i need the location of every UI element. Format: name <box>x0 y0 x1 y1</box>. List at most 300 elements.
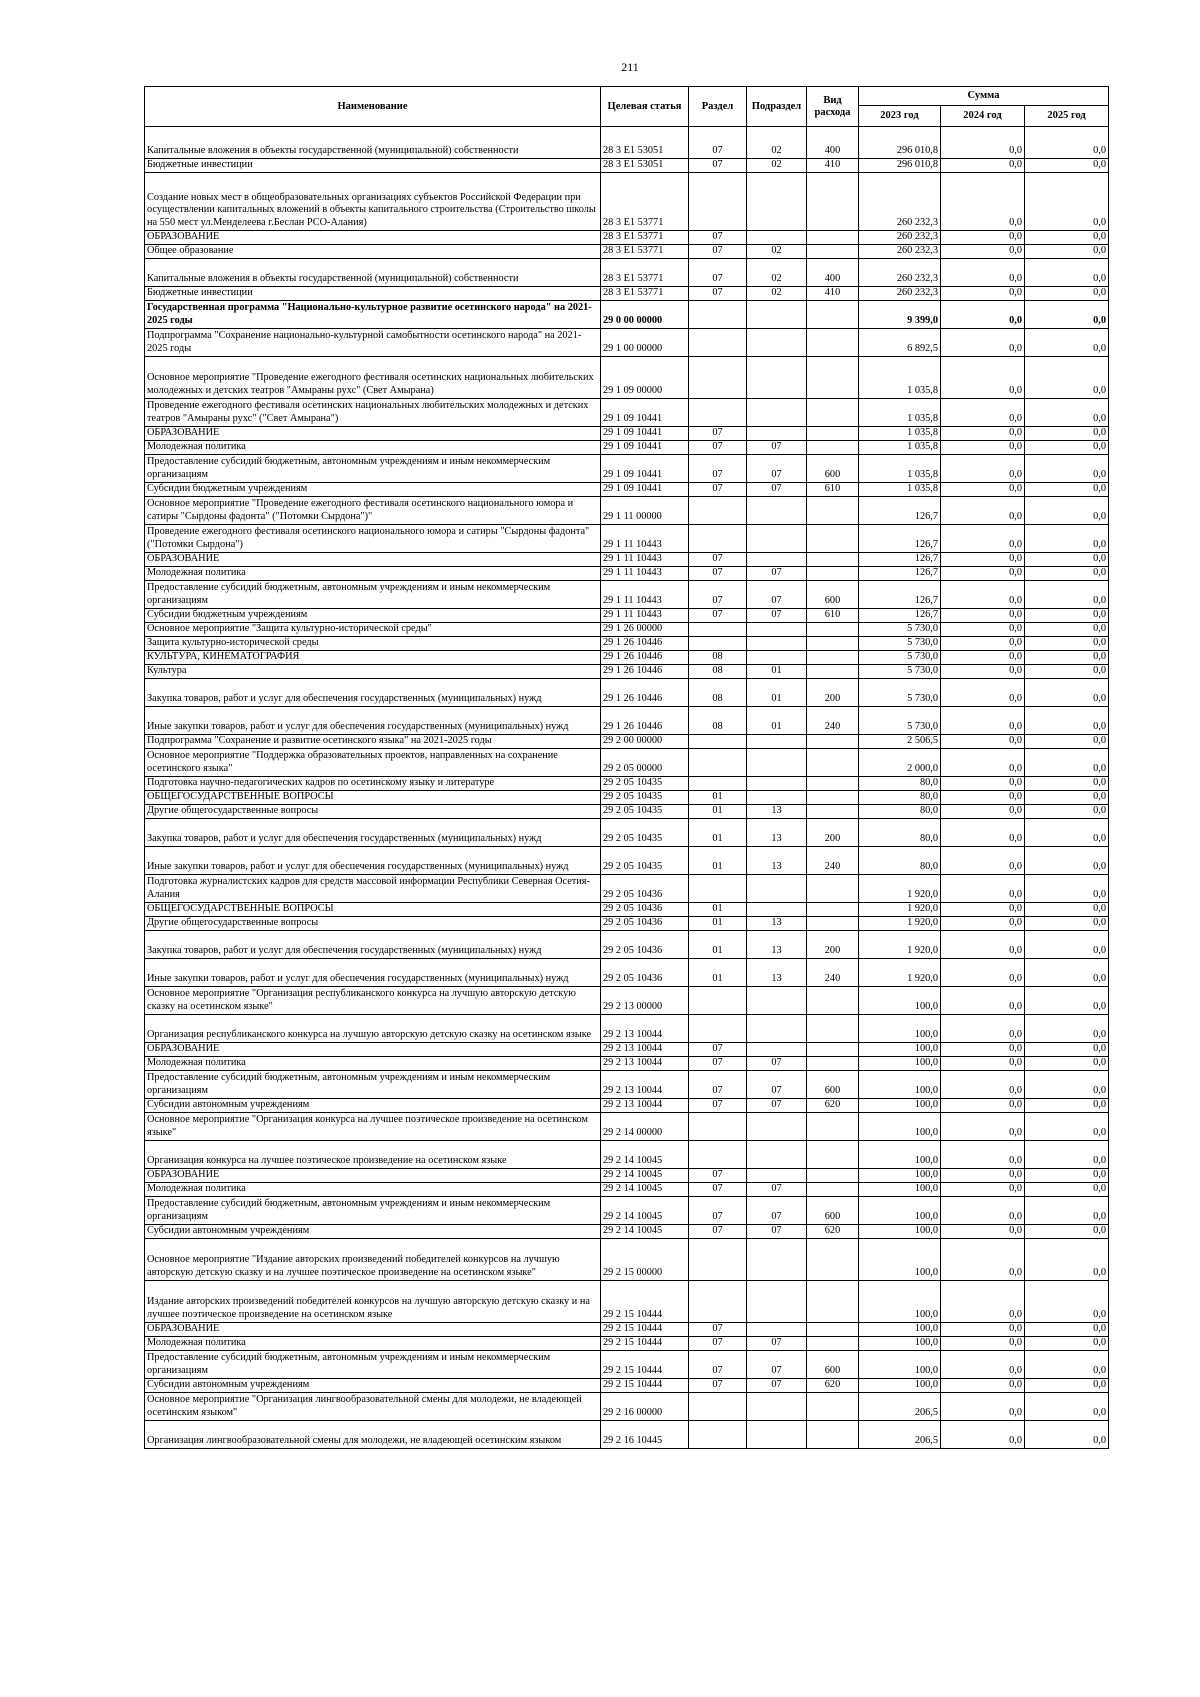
cell-expense-type <box>807 1057 859 1071</box>
header-subsection: Подраздел <box>747 87 807 127</box>
cell-2023: 5 730,0 <box>859 707 941 735</box>
cell-2023: 100,0 <box>859 1141 941 1169</box>
cell-2023: 1 035,8 <box>859 357 941 399</box>
cell-subsection <box>747 1393 807 1421</box>
cell-2025: 0,0 <box>1025 707 1109 735</box>
cell-subsection: 07 <box>747 1099 807 1113</box>
cell-subsection: 07 <box>747 581 807 609</box>
cell-expense-type <box>807 553 859 567</box>
table-row <box>145 1141 1109 1169</box>
cell-section: 07 <box>689 1057 747 1071</box>
cell-expense-type <box>807 875 859 903</box>
cell-expense-type: 240 <box>807 847 859 875</box>
cell-target: 29 1 26 10446 <box>601 637 689 651</box>
cell-name: ОБРАЗОВАНИЕ <box>145 1043 601 1057</box>
cell-expense-type: 600 <box>807 1351 859 1379</box>
cell-2024: 0,0 <box>941 259 1025 287</box>
cell-2023: 100,0 <box>859 1169 941 1183</box>
cell-section: 07 <box>689 127 747 159</box>
cell-expense-type <box>807 1043 859 1057</box>
cell-2024: 0,0 <box>941 1169 1025 1183</box>
table-row <box>145 1239 1109 1281</box>
cell-name: Организация конкурса на лучшее поэтическое произведение на осетинском языке <box>145 1141 601 1169</box>
cell-2023: 1 035,8 <box>859 455 941 483</box>
cell-subsection: 07 <box>747 441 807 455</box>
cell-2023: 80,0 <box>859 777 941 791</box>
table-row <box>145 777 1109 791</box>
cell-name: Другие общегосударственные вопросы <box>145 805 601 819</box>
cell-2025: 0,0 <box>1025 455 1109 483</box>
table-row <box>145 1113 1109 1141</box>
cell-expense-type: 620 <box>807 1379 859 1393</box>
cell-name: Капитальные вложения в объекты государственной (муниципальной) собственности <box>145 127 601 159</box>
cell-section <box>689 1239 747 1281</box>
table-row <box>145 1197 1109 1225</box>
cell-expense-type <box>807 903 859 917</box>
cell-2025: 0,0 <box>1025 917 1109 931</box>
table-row <box>145 581 1109 609</box>
cell-subsection: 13 <box>747 917 807 931</box>
table-row <box>145 651 1109 665</box>
cell-2025: 0,0 <box>1025 1071 1109 1099</box>
cell-2023: 1 920,0 <box>859 931 941 959</box>
cell-name: ОБЩЕГОСУДАРСТВЕННЫЕ ВОПРОСЫ <box>145 903 601 917</box>
cell-target: 29 1 26 00000 <box>601 623 689 637</box>
cell-2025: 0,0 <box>1025 427 1109 441</box>
cell-section: 01 <box>689 819 747 847</box>
header-2023: 2023 год <box>859 106 941 127</box>
cell-subsection: 13 <box>747 959 807 987</box>
cell-2025: 0,0 <box>1025 735 1109 749</box>
cell-2025: 0,0 <box>1025 1057 1109 1071</box>
cell-subsection <box>747 1239 807 1281</box>
cell-name: Организация республиканского конкурса на лучшую авторскую детскую сказку на осетинском языке <box>145 1015 601 1043</box>
cell-name: Подпрограмма "Сохранение национально-культурной самобытности осетинского народа" на 2021-2025 годы <box>145 329 601 357</box>
cell-2025: 0,0 <box>1025 1351 1109 1379</box>
cell-expense-type <box>807 1169 859 1183</box>
cell-section: 07 <box>689 1169 747 1183</box>
cell-2023: 5 730,0 <box>859 665 941 679</box>
table-row <box>145 287 1109 301</box>
cell-section: 01 <box>689 847 747 875</box>
cell-target: 29 2 05 10435 <box>601 791 689 805</box>
cell-name: Закупка товаров, работ и услуг для обеспечения государственных (муниципальных) нужд <box>145 819 601 847</box>
cell-section: 07 <box>689 441 747 455</box>
cell-subsection <box>747 637 807 651</box>
cell-expense-type <box>807 1393 859 1421</box>
cell-subsection: 13 <box>747 847 807 875</box>
cell-name: Общее образование <box>145 245 601 259</box>
cell-2023: 100,0 <box>859 1281 941 1323</box>
cell-subsection: 01 <box>747 679 807 707</box>
table-row <box>145 1099 1109 1113</box>
cell-section: 07 <box>689 1043 747 1057</box>
cell-2024: 0,0 <box>941 875 1025 903</box>
cell-name: Молодежная политика <box>145 441 601 455</box>
cell-expense-type <box>807 749 859 777</box>
cell-2023: 206,5 <box>859 1421 941 1449</box>
cell-target: 29 1 09 10441 <box>601 441 689 455</box>
cell-expense-type <box>807 651 859 665</box>
cell-2025: 0,0 <box>1025 819 1109 847</box>
cell-2023: 80,0 <box>859 805 941 819</box>
cell-2024: 0,0 <box>941 525 1025 553</box>
cell-expense-type: 620 <box>807 1225 859 1239</box>
cell-2023: 100,0 <box>859 1337 941 1351</box>
cell-2025: 0,0 <box>1025 567 1109 581</box>
page-number: 211 <box>621 60 639 74</box>
cell-2025: 0,0 <box>1025 903 1109 917</box>
cell-section <box>689 875 747 903</box>
cell-name: Предоставление субсидий бюджетным, автономным учреждениям и иным некоммерческим организациям <box>145 1071 601 1099</box>
cell-section: 07 <box>689 231 747 245</box>
cell-2023: 1 035,8 <box>859 483 941 497</box>
cell-2023: 126,7 <box>859 581 941 609</box>
table-row <box>145 329 1109 357</box>
cell-2023: 260 232,3 <box>859 259 941 287</box>
cell-expense-type: 200 <box>807 931 859 959</box>
table-row <box>145 567 1109 581</box>
cell-section <box>689 1015 747 1043</box>
table-row <box>145 637 1109 651</box>
cell-2025: 0,0 <box>1025 159 1109 173</box>
cell-2023: 100,0 <box>859 1323 941 1337</box>
cell-section: 01 <box>689 791 747 805</box>
cell-expense-type: 200 <box>807 679 859 707</box>
cell-2024: 0,0 <box>941 1337 1025 1351</box>
cell-expense-type <box>807 1421 859 1449</box>
cell-2023: 2 506,5 <box>859 735 941 749</box>
cell-section: 07 <box>689 455 747 483</box>
table-row <box>145 875 1109 903</box>
cell-2023: 1 920,0 <box>859 903 941 917</box>
cell-target: 29 2 05 10435 <box>601 819 689 847</box>
cell-subsection: 07 <box>747 1351 807 1379</box>
cell-2024: 0,0 <box>941 749 1025 777</box>
cell-name: Иные закупки товаров, работ и услуг для обеспечения государственных (муниципальных) нужд <box>145 959 601 987</box>
cell-2025: 0,0 <box>1025 665 1109 679</box>
cell-section <box>689 301 747 329</box>
cell-target: 28 3 E1 53771 <box>601 245 689 259</box>
cell-2023: 1 035,8 <box>859 427 941 441</box>
cell-expense-type: 610 <box>807 609 859 623</box>
cell-2024: 0,0 <box>941 1099 1025 1113</box>
cell-2025: 0,0 <box>1025 623 1109 637</box>
cell-2023: 100,0 <box>859 1225 941 1239</box>
cell-2024: 0,0 <box>941 1197 1025 1225</box>
cell-target: 29 2 05 10435 <box>601 805 689 819</box>
cell-section: 08 <box>689 665 747 679</box>
cell-2024: 0,0 <box>941 1393 1025 1421</box>
cell-subsection <box>747 1421 807 1449</box>
cell-2024: 0,0 <box>941 1421 1025 1449</box>
cell-2023: 1 035,8 <box>859 441 941 455</box>
cell-target: 29 2 13 10044 <box>601 1071 689 1099</box>
cell-2024: 0,0 <box>941 1043 1025 1057</box>
header-2025: 2025 год <box>1025 106 1109 127</box>
cell-2024: 0,0 <box>941 1057 1025 1071</box>
cell-2023: 100,0 <box>859 1239 941 1281</box>
cell-target: 29 1 11 10443 <box>601 581 689 609</box>
cell-2025: 0,0 <box>1025 553 1109 567</box>
cell-2023: 100,0 <box>859 1351 941 1379</box>
cell-subsection: 07 <box>747 1337 807 1351</box>
cell-2023: 126,7 <box>859 553 941 567</box>
cell-subsection <box>747 173 807 231</box>
cell-2023: 100,0 <box>859 1197 941 1225</box>
cell-target: 28 3 E1 53771 <box>601 259 689 287</box>
cell-target: 29 0 00 00000 <box>601 301 689 329</box>
cell-2024: 0,0 <box>941 959 1025 987</box>
cell-2025: 0,0 <box>1025 1337 1109 1351</box>
cell-target: 29 1 09 10441 <box>601 399 689 427</box>
cell-expense-type <box>807 399 859 427</box>
cell-name: Предоставление субсидий бюджетным, автономным учреждениям и иным некоммерческим организациям <box>145 581 601 609</box>
cell-name: Создание новых мест в общеобразовательных организациях субъектов Российской Федерации при осуществлении капитальных вложений в объекты капитального строительства (Строительство школы на 550 мест ул.Менделеева г.Беслан РСО-Алания) <box>145 173 601 231</box>
cell-subsection: 02 <box>747 287 807 301</box>
cell-name: Предоставление субсидий бюджетным, автономным учреждениям и иным некоммерческим организациям <box>145 455 601 483</box>
cell-section: 07 <box>689 427 747 441</box>
cell-expense-type <box>807 1141 859 1169</box>
cell-2025: 0,0 <box>1025 441 1109 455</box>
cell-name: Иные закупки товаров, работ и услуг для обеспечения государственных (муниципальных) нужд <box>145 847 601 875</box>
cell-name: Молодежная политика <box>145 1337 601 1351</box>
cell-2023: 2 000,0 <box>859 749 941 777</box>
cell-2025: 0,0 <box>1025 357 1109 399</box>
cell-target: 29 2 14 10045 <box>601 1141 689 1169</box>
cell-2024: 0,0 <box>941 1071 1025 1099</box>
cell-2023: 100,0 <box>859 1043 941 1057</box>
cell-section <box>689 173 747 231</box>
cell-2025: 0,0 <box>1025 609 1109 623</box>
cell-target: 29 2 14 00000 <box>601 1113 689 1141</box>
cell-section: 07 <box>689 1379 747 1393</box>
cell-subsection <box>747 525 807 553</box>
cell-2025: 0,0 <box>1025 173 1109 231</box>
header-expense-type: Вид расхода <box>807 87 859 127</box>
cell-expense-type <box>807 1015 859 1043</box>
header-sum: Сумма <box>859 87 1109 106</box>
table-body <box>145 127 1109 1449</box>
cell-2024: 0,0 <box>941 441 1025 455</box>
table-row <box>145 245 1109 259</box>
cell-subsection: 13 <box>747 805 807 819</box>
table-row <box>145 623 1109 637</box>
cell-2024: 0,0 <box>941 805 1025 819</box>
cell-2023: 80,0 <box>859 847 941 875</box>
cell-section: 07 <box>689 1337 747 1351</box>
cell-section: 08 <box>689 679 747 707</box>
cell-2023: 100,0 <box>859 1113 941 1141</box>
cell-expense-type <box>807 735 859 749</box>
cell-2023: 100,0 <box>859 1071 941 1099</box>
cell-2024: 0,0 <box>941 1225 1025 1239</box>
cell-2024: 0,0 <box>941 819 1025 847</box>
cell-target: 29 1 26 10446 <box>601 707 689 735</box>
cell-subsection <box>747 749 807 777</box>
cell-section <box>689 525 747 553</box>
cell-2025: 0,0 <box>1025 931 1109 959</box>
cell-section <box>689 1281 747 1323</box>
cell-2024: 0,0 <box>941 777 1025 791</box>
cell-section: 07 <box>689 159 747 173</box>
table-row <box>145 427 1109 441</box>
cell-section: 07 <box>689 245 747 259</box>
cell-expense-type <box>807 1239 859 1281</box>
cell-expense-type <box>807 357 859 399</box>
table-row <box>145 259 1109 287</box>
cell-2025: 0,0 <box>1025 1323 1109 1337</box>
cell-subsection: 02 <box>747 159 807 173</box>
cell-target: 29 2 05 00000 <box>601 749 689 777</box>
cell-section: 07 <box>689 567 747 581</box>
cell-target: 29 2 15 10444 <box>601 1337 689 1351</box>
cell-2025: 0,0 <box>1025 259 1109 287</box>
table-row <box>145 553 1109 567</box>
cell-2023: 100,0 <box>859 1015 941 1043</box>
cell-name: Молодежная политика <box>145 1183 601 1197</box>
cell-section: 01 <box>689 959 747 987</box>
cell-section <box>689 1113 747 1141</box>
cell-subsection <box>747 399 807 427</box>
cell-2023: 100,0 <box>859 1057 941 1071</box>
cell-2024: 0,0 <box>941 1183 1025 1197</box>
cell-2024: 0,0 <box>941 679 1025 707</box>
cell-2025: 0,0 <box>1025 777 1109 791</box>
cell-2024: 0,0 <box>941 245 1025 259</box>
table-row <box>145 1225 1109 1239</box>
table-row <box>145 805 1109 819</box>
cell-target: 29 2 14 10045 <box>601 1169 689 1183</box>
cell-name: Основное мероприятие "Организация конкурса на лучшее поэтическое произведение на осетинском языке" <box>145 1113 601 1141</box>
cell-target: 29 1 11 00000 <box>601 497 689 525</box>
table-row <box>145 791 1109 805</box>
cell-2023: 260 232,3 <box>859 245 941 259</box>
cell-2024: 0,0 <box>941 931 1025 959</box>
cell-name: Субсидии бюджетным учреждениям <box>145 609 601 623</box>
cell-expense-type <box>807 1337 859 1351</box>
cell-2025: 0,0 <box>1025 525 1109 553</box>
cell-2025: 0,0 <box>1025 1225 1109 1239</box>
table-row <box>145 679 1109 707</box>
cell-section: 01 <box>689 805 747 819</box>
cell-section: 07 <box>689 1099 747 1113</box>
cell-name: ОБРАЗОВАНИЕ <box>145 231 601 245</box>
table-row <box>145 1351 1109 1379</box>
cell-expense-type: 400 <box>807 259 859 287</box>
cell-section: 07 <box>689 1197 747 1225</box>
cell-section: 01 <box>689 917 747 931</box>
cell-expense-type <box>807 1113 859 1141</box>
table-row <box>145 735 1109 749</box>
cell-name: Подпрограмма "Сохранение и развитие осетинского языка" на 2021-2025 годы <box>145 735 601 749</box>
table-row <box>145 609 1109 623</box>
cell-name: Основное мероприятие "Поддержка образовательных проектов, направленных на сохранение осетинского языка" <box>145 749 601 777</box>
cell-expense-type: 600 <box>807 1197 859 1225</box>
cell-2024: 0,0 <box>941 1281 1025 1323</box>
cell-2024: 0,0 <box>941 159 1025 173</box>
cell-2023: 260 232,3 <box>859 231 941 245</box>
cell-subsection: 07 <box>747 483 807 497</box>
table-row <box>145 441 1109 455</box>
cell-subsection <box>747 1043 807 1057</box>
cell-2025: 0,0 <box>1025 637 1109 651</box>
cell-2024: 0,0 <box>941 231 1025 245</box>
cell-2025: 0,0 <box>1025 1421 1109 1449</box>
cell-subsection: 07 <box>747 1197 807 1225</box>
cell-name: Субсидии автономным учреждениям <box>145 1225 601 1239</box>
cell-2023: 1 035,8 <box>859 399 941 427</box>
table-header <box>145 87 1109 127</box>
cell-2024: 0,0 <box>941 357 1025 399</box>
cell-target: 29 2 15 10444 <box>601 1379 689 1393</box>
cell-2025: 0,0 <box>1025 1043 1109 1057</box>
cell-2023: 5 730,0 <box>859 679 941 707</box>
cell-2025: 0,0 <box>1025 1239 1109 1281</box>
cell-target: 29 2 13 00000 <box>601 987 689 1015</box>
cell-target: 29 2 05 10435 <box>601 777 689 791</box>
cell-section <box>689 1141 747 1169</box>
table-row <box>145 1421 1109 1449</box>
cell-2025: 0,0 <box>1025 483 1109 497</box>
cell-name: Молодежная политика <box>145 1057 601 1071</box>
header-section: Раздел <box>689 87 747 127</box>
cell-subsection <box>747 903 807 917</box>
cell-section <box>689 1421 747 1449</box>
cell-2024: 0,0 <box>941 1141 1025 1169</box>
cell-target: 29 2 13 10044 <box>601 1099 689 1113</box>
cell-target: 29 1 11 10443 <box>601 609 689 623</box>
table-row <box>145 357 1109 399</box>
cell-section <box>689 777 747 791</box>
cell-subsection: 07 <box>747 1183 807 1197</box>
cell-name: ОБЩЕГОСУДАРСТВЕННЫЕ ВОПРОСЫ <box>145 791 601 805</box>
cell-2024: 0,0 <box>941 1113 1025 1141</box>
cell-subsection: 07 <box>747 1379 807 1393</box>
cell-2025: 0,0 <box>1025 1393 1109 1421</box>
cell-name: Основное мероприятие "Издание авторских произведений победителей конкурсов на лучшую авторскую детскую сказку и на лучшее поэтическое произведение на осетинском языке" <box>145 1239 601 1281</box>
cell-expense-type: 620 <box>807 1099 859 1113</box>
cell-target: 28 3 E1 53771 <box>601 231 689 245</box>
cell-name: Основное мероприятие "Проведение ежегодного фестиваля осетинских национальных любительских молодежных и детских театров "Амыраны рухс" (Свет Амырана) <box>145 357 601 399</box>
cell-target: 29 2 05 10436 <box>601 875 689 903</box>
cell-2025: 0,0 <box>1025 1113 1109 1141</box>
cell-expense-type <box>807 497 859 525</box>
cell-2024: 0,0 <box>941 581 1025 609</box>
cell-name: Проведение ежегодного фестиваля осетинских национальных любительских молодежных и детских театров "Амыраны рухс" ("Свет Амырана") <box>145 399 601 427</box>
cell-2023: 5 730,0 <box>859 637 941 651</box>
cell-2023: 296 010,8 <box>859 159 941 173</box>
cell-2025: 0,0 <box>1025 1169 1109 1183</box>
cell-2024: 0,0 <box>941 329 1025 357</box>
table-row <box>145 1169 1109 1183</box>
cell-subsection: 02 <box>747 245 807 259</box>
cell-section <box>689 637 747 651</box>
cell-2023: 206,5 <box>859 1393 941 1421</box>
cell-2024: 0,0 <box>941 791 1025 805</box>
cell-target: 29 2 15 10444 <box>601 1281 689 1323</box>
cell-2025: 0,0 <box>1025 245 1109 259</box>
cell-section: 08 <box>689 707 747 735</box>
table-row <box>145 1281 1109 1323</box>
cell-target: 29 1 09 10441 <box>601 455 689 483</box>
cell-expense-type <box>807 805 859 819</box>
cell-2024: 0,0 <box>941 1239 1025 1281</box>
cell-2025: 0,0 <box>1025 875 1109 903</box>
cell-2024: 0,0 <box>941 1323 1025 1337</box>
table-row <box>145 525 1109 553</box>
cell-2023: 9 399,0 <box>859 301 941 329</box>
